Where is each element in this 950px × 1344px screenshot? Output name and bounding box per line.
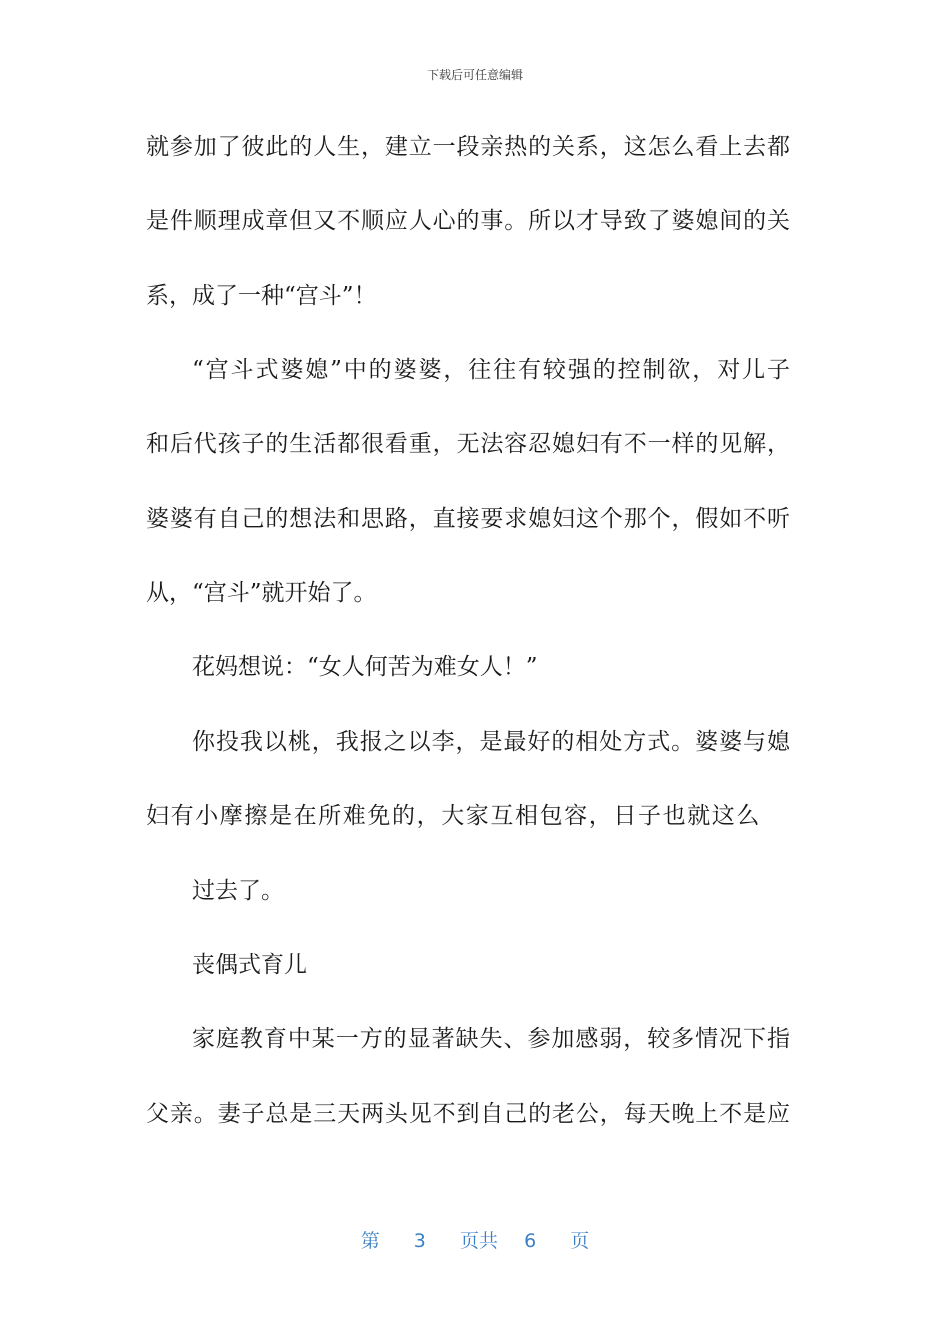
footer-total-pages: 6 — [524, 1230, 537, 1252]
footer-page-number: 3 — [413, 1230, 426, 1252]
text-line: 就参加了彼此的人生，建立一段亲热的关系，这怎么看上去都 — [146, 134, 790, 160]
text-line: 婆婆有自己的想法和思路，直接要求媳妇这个那个，假如不听 — [146, 506, 790, 532]
text-line: 系，成了一种“宫斗”！ — [146, 283, 377, 309]
paragraph-start-line: “宫斗式婆媳”中的婆婆，往往有较强的控制欲，对儿子 — [192, 357, 790, 383]
text-line: 妇有小摩擦是在所难免的，大家互相包容，日子也就这么 — [146, 803, 761, 829]
section-heading: 丧偶式育儿 — [192, 952, 307, 978]
text-line: 父亲。妻子总是三天两头见不到自己的老公，每天晚上不是应 — [146, 1101, 790, 1127]
paragraph-start-line: 花妈想说：“女人何苦为难女人！” — [192, 654, 538, 680]
paragraph-start-line: 家庭教育中某一方的显著缺失、参加感弱，较多情况下指 — [192, 1026, 790, 1052]
text-line: 是件顺理成章但又不顺应人心的事。所以才导致了婆媳间的关 — [146, 208, 790, 234]
text-line: 过去了。 — [192, 878, 284, 904]
footer-middle: 页共 — [459, 1230, 498, 1252]
text-line: 和后代孩子的生活都很看重，无法容忍媳妇有不一样的见解， — [146, 431, 790, 457]
text-line: 从，“宫斗”就开始了。 — [146, 580, 377, 606]
page-header: 下载后可任意编辑 — [426, 68, 523, 82]
paragraph-start-line: 你投我以桃，我报之以李，是最好的相处方式。婆婆与媳 — [192, 729, 790, 755]
page-footer — [0, 1226, 950, 1253]
footer-suffix: 页 — [570, 1230, 590, 1252]
footer-prefix: 第 — [360, 1230, 380, 1252]
